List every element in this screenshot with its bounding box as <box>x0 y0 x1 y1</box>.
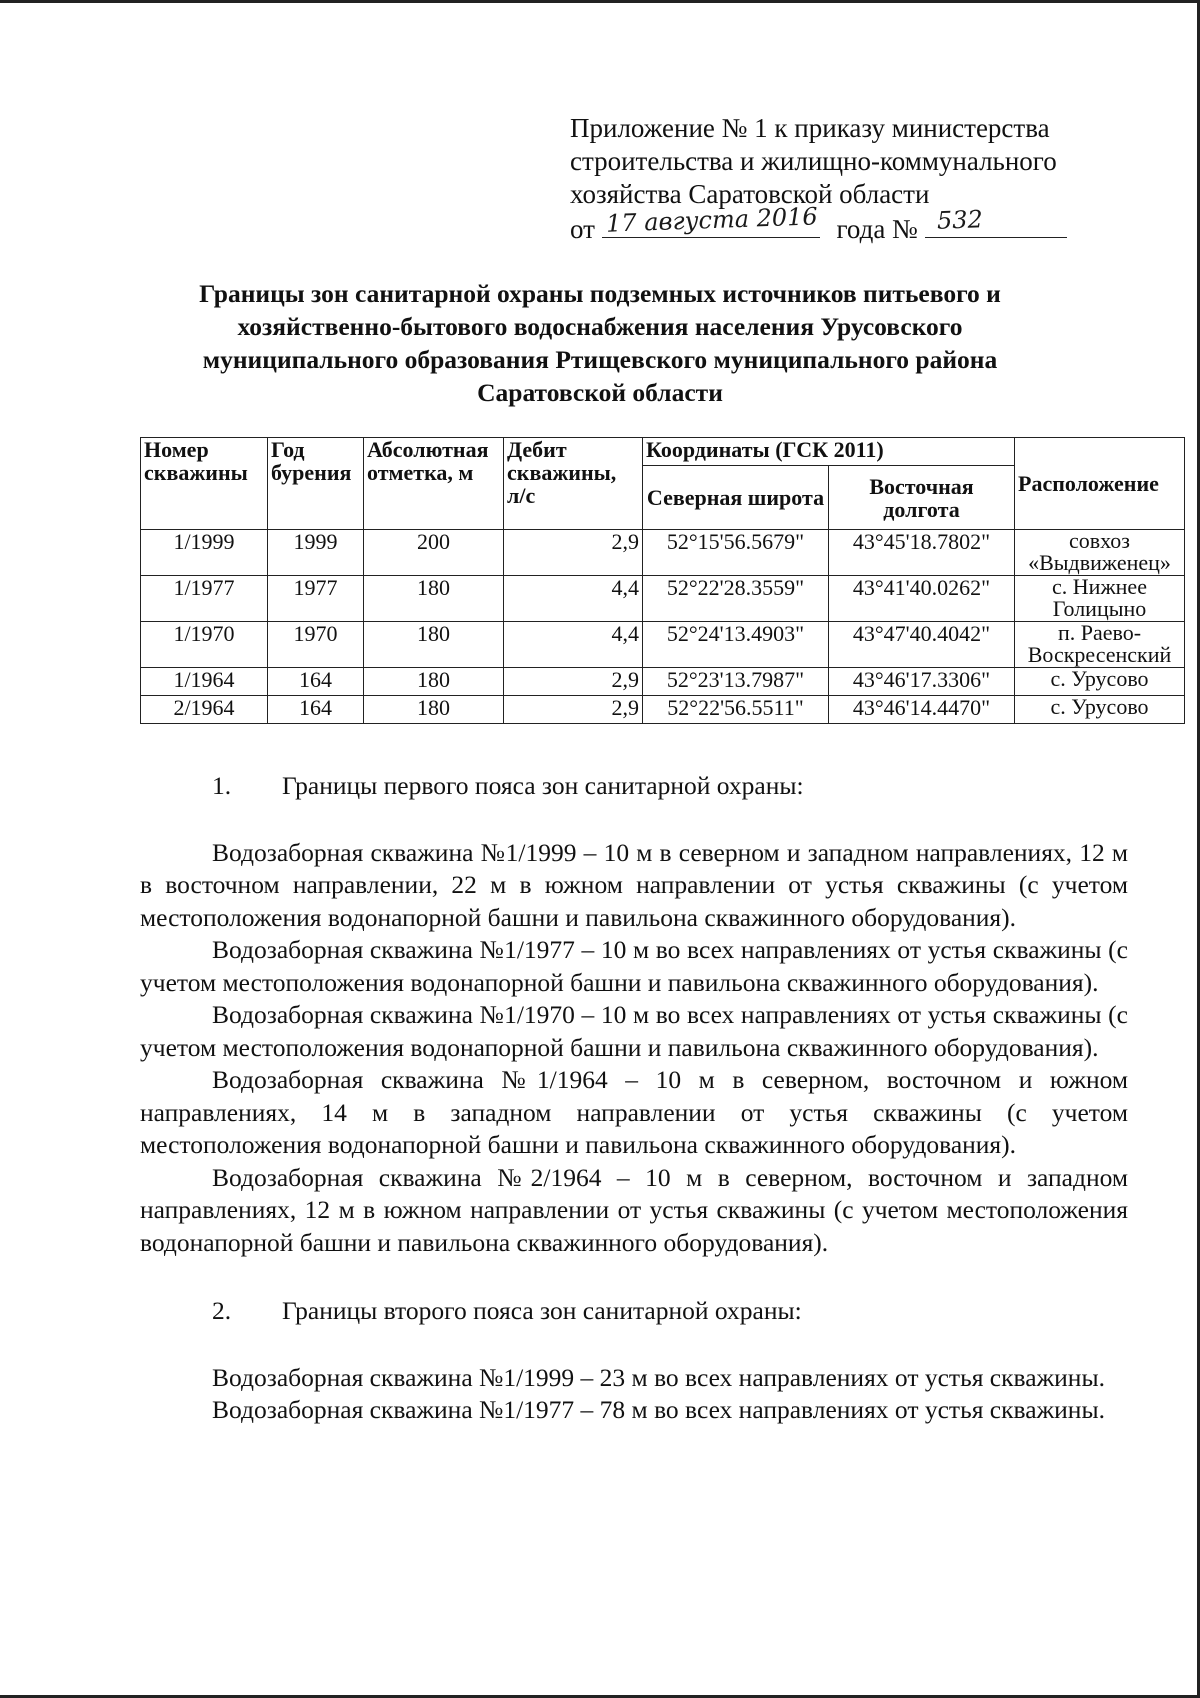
cell-north: 52°22'28.3559" <box>643 576 829 622</box>
appendix-line-1: Приложение № 1 к приказу министерства <box>570 113 1050 143</box>
cell-debit: 4,4 <box>504 622 643 668</box>
section-1-paragraph: Водозаборная скважина №1/1970 – 10 м во всех направлениях от устья скважины (с учетом местоположения водонапорной башни и павильона скважинного оборудования). <box>140 1000 1128 1062</box>
table-row <box>141 696 1185 724</box>
location-line-1: совхоз <box>1068 528 1130 553</box>
document-body <box>140 770 1128 1427</box>
location-line-2: Голицыно <box>1052 596 1147 621</box>
cell-east: 43°47'40.4042" <box>829 622 1015 668</box>
cell-location <box>1015 530 1185 576</box>
header-well-number: Номер скважины <box>141 438 268 530</box>
header-drill-year: Год бурения <box>268 438 364 530</box>
header-north-latitude: Северная широта <box>643 466 829 530</box>
section-1-paragraph: Водозаборная скважина №1/1964 – 10 м в северном, восточном и южном направлениях, 14 м в западном направлении от устья скважины (с учетом местоположения водонапорной башни и павильона скважинного оборудования). <box>140 1065 1128 1159</box>
cell-north: 52°15'56.5679" <box>643 530 829 576</box>
cell-elevation: 200 <box>364 530 504 576</box>
cell-east: 43°45'18.7802" <box>829 530 1015 576</box>
cell-north: 52°23'13.7987" <box>643 668 829 696</box>
wells-table <box>140 437 1185 724</box>
number-prefix: года № <box>836 214 918 244</box>
location-line-1: с. Урусово <box>1050 694 1149 719</box>
appendix-line-2: строительства и жилищно-коммунального <box>570 146 1057 176</box>
appendix-header <box>570 112 1090 246</box>
section-2-paragraph: Водозаборная скважина №1/1999 – 23 м во всех направлениях от устья скважины. <box>212 1362 1105 1392</box>
section-2-title: Границы второго пояса зон санитарной охраны: <box>282 1296 802 1325</box>
cell-well: 2/1964 <box>141 696 268 724</box>
cell-year: 1970 <box>268 622 364 668</box>
section-1-heading <box>140 770 1128 803</box>
section-2-heading <box>140 1295 1128 1328</box>
cell-year: 1977 <box>268 576 364 622</box>
cell-well: 1/1970 <box>141 622 268 668</box>
header-location: Расположение <box>1015 438 1185 530</box>
location-line-1: с. Нижнее <box>1052 574 1147 599</box>
table-row <box>141 668 1185 696</box>
table-row <box>141 622 1185 668</box>
location-line-1: п. Раево- <box>1057 620 1142 645</box>
cell-year: 164 <box>268 696 364 724</box>
cell-elevation: 180 <box>364 668 504 696</box>
location-line-2: «Выдвиженец» <box>1028 550 1171 575</box>
table-row <box>141 530 1185 576</box>
appendix-line-3: хозяйства Саратовской области <box>570 179 930 209</box>
cell-debit: 2,9 <box>504 696 643 724</box>
appendix-date-line <box>570 202 1090 246</box>
cell-year: 164 <box>268 668 364 696</box>
handwritten-number: 532 <box>936 205 983 235</box>
cell-location <box>1015 576 1185 622</box>
section-1-paragraph: Водозаборная скважина №1/1977 – 10 м во всех направлениях от устья скважины (с учетом местоположения водонапорной башни и павильона скважинного оборудования). <box>140 935 1128 997</box>
cell-debit: 2,9 <box>504 530 643 576</box>
cell-east: 43°41'40.0262" <box>829 576 1015 622</box>
cell-debit: 4,4 <box>504 576 643 622</box>
cell-well: 1/1999 <box>141 530 268 576</box>
cell-location <box>1015 696 1185 724</box>
document-title: Границы зон санитарной охраны подземных источников питьевого и хозяйственно-бытового водоснабжения населения Урусовского муниципального образования Ртищевского муниципального района Саратовской области <box>199 279 1001 407</box>
cell-year: 1999 <box>268 530 364 576</box>
cell-north: 52°24'13.4903" <box>643 622 829 668</box>
cell-well: 1/1977 <box>141 576 268 622</box>
cell-north: 52°22'56.5511" <box>643 696 829 724</box>
cell-elevation: 180 <box>364 576 504 622</box>
header-elevation: Абсолютная отметка, м <box>364 438 504 530</box>
number-blank <box>925 205 1067 238</box>
cell-location <box>1015 622 1185 668</box>
header-debit: Дебит скважины, л/с <box>504 438 643 530</box>
section-1-paragraph: Водозаборная скважина №2/1964 – 10 м в северном, восточном и западном направлениях, 12 м в южном направлении от устья скважины (с учетом местоположения водонапорной башни и павильона скважинного оборудования). <box>140 1162 1128 1257</box>
table-row <box>141 576 1185 622</box>
cell-well: 1/1964 <box>141 668 268 696</box>
location-line-2: Воскресенский <box>1027 642 1172 667</box>
date-blank <box>602 202 820 238</box>
header-east-longitude: Восточная долгота <box>829 466 1015 530</box>
header-coordinates: Координаты (ГСК 2011) <box>643 438 1015 466</box>
section-1-number: 1. <box>212 771 232 800</box>
cell-elevation: 180 <box>364 622 504 668</box>
section-2-number: 2. <box>212 1296 232 1325</box>
cell-location <box>1015 668 1185 696</box>
cell-east: 43°46'17.3306" <box>829 668 1015 696</box>
section-1-paragraph: Водозаборная скважина №1/1999 – 10 м в северном и западном направлениях, 12 м в восточном направлении, 22 м в южном направлении от устья скважины (с учетом местоположения водонапорной башни и павильона скважинного оборудования). <box>140 837 1128 932</box>
cell-elevation: 180 <box>364 696 504 724</box>
section-2-paragraph: Водозаборная скважина №1/1977 – 78 м во всех направлениях от устья скважины. <box>212 1395 1105 1424</box>
section-1-title: Границы первого пояса зон санитарной охраны: <box>282 771 804 800</box>
date-prefix: от <box>570 214 595 244</box>
cell-debit: 2,9 <box>504 668 643 696</box>
location-line-1: с. Урусово <box>1050 666 1149 691</box>
handwritten-date: 17 августа 2016 <box>605 202 818 238</box>
cell-east: 43°46'14.4470" <box>829 696 1015 724</box>
